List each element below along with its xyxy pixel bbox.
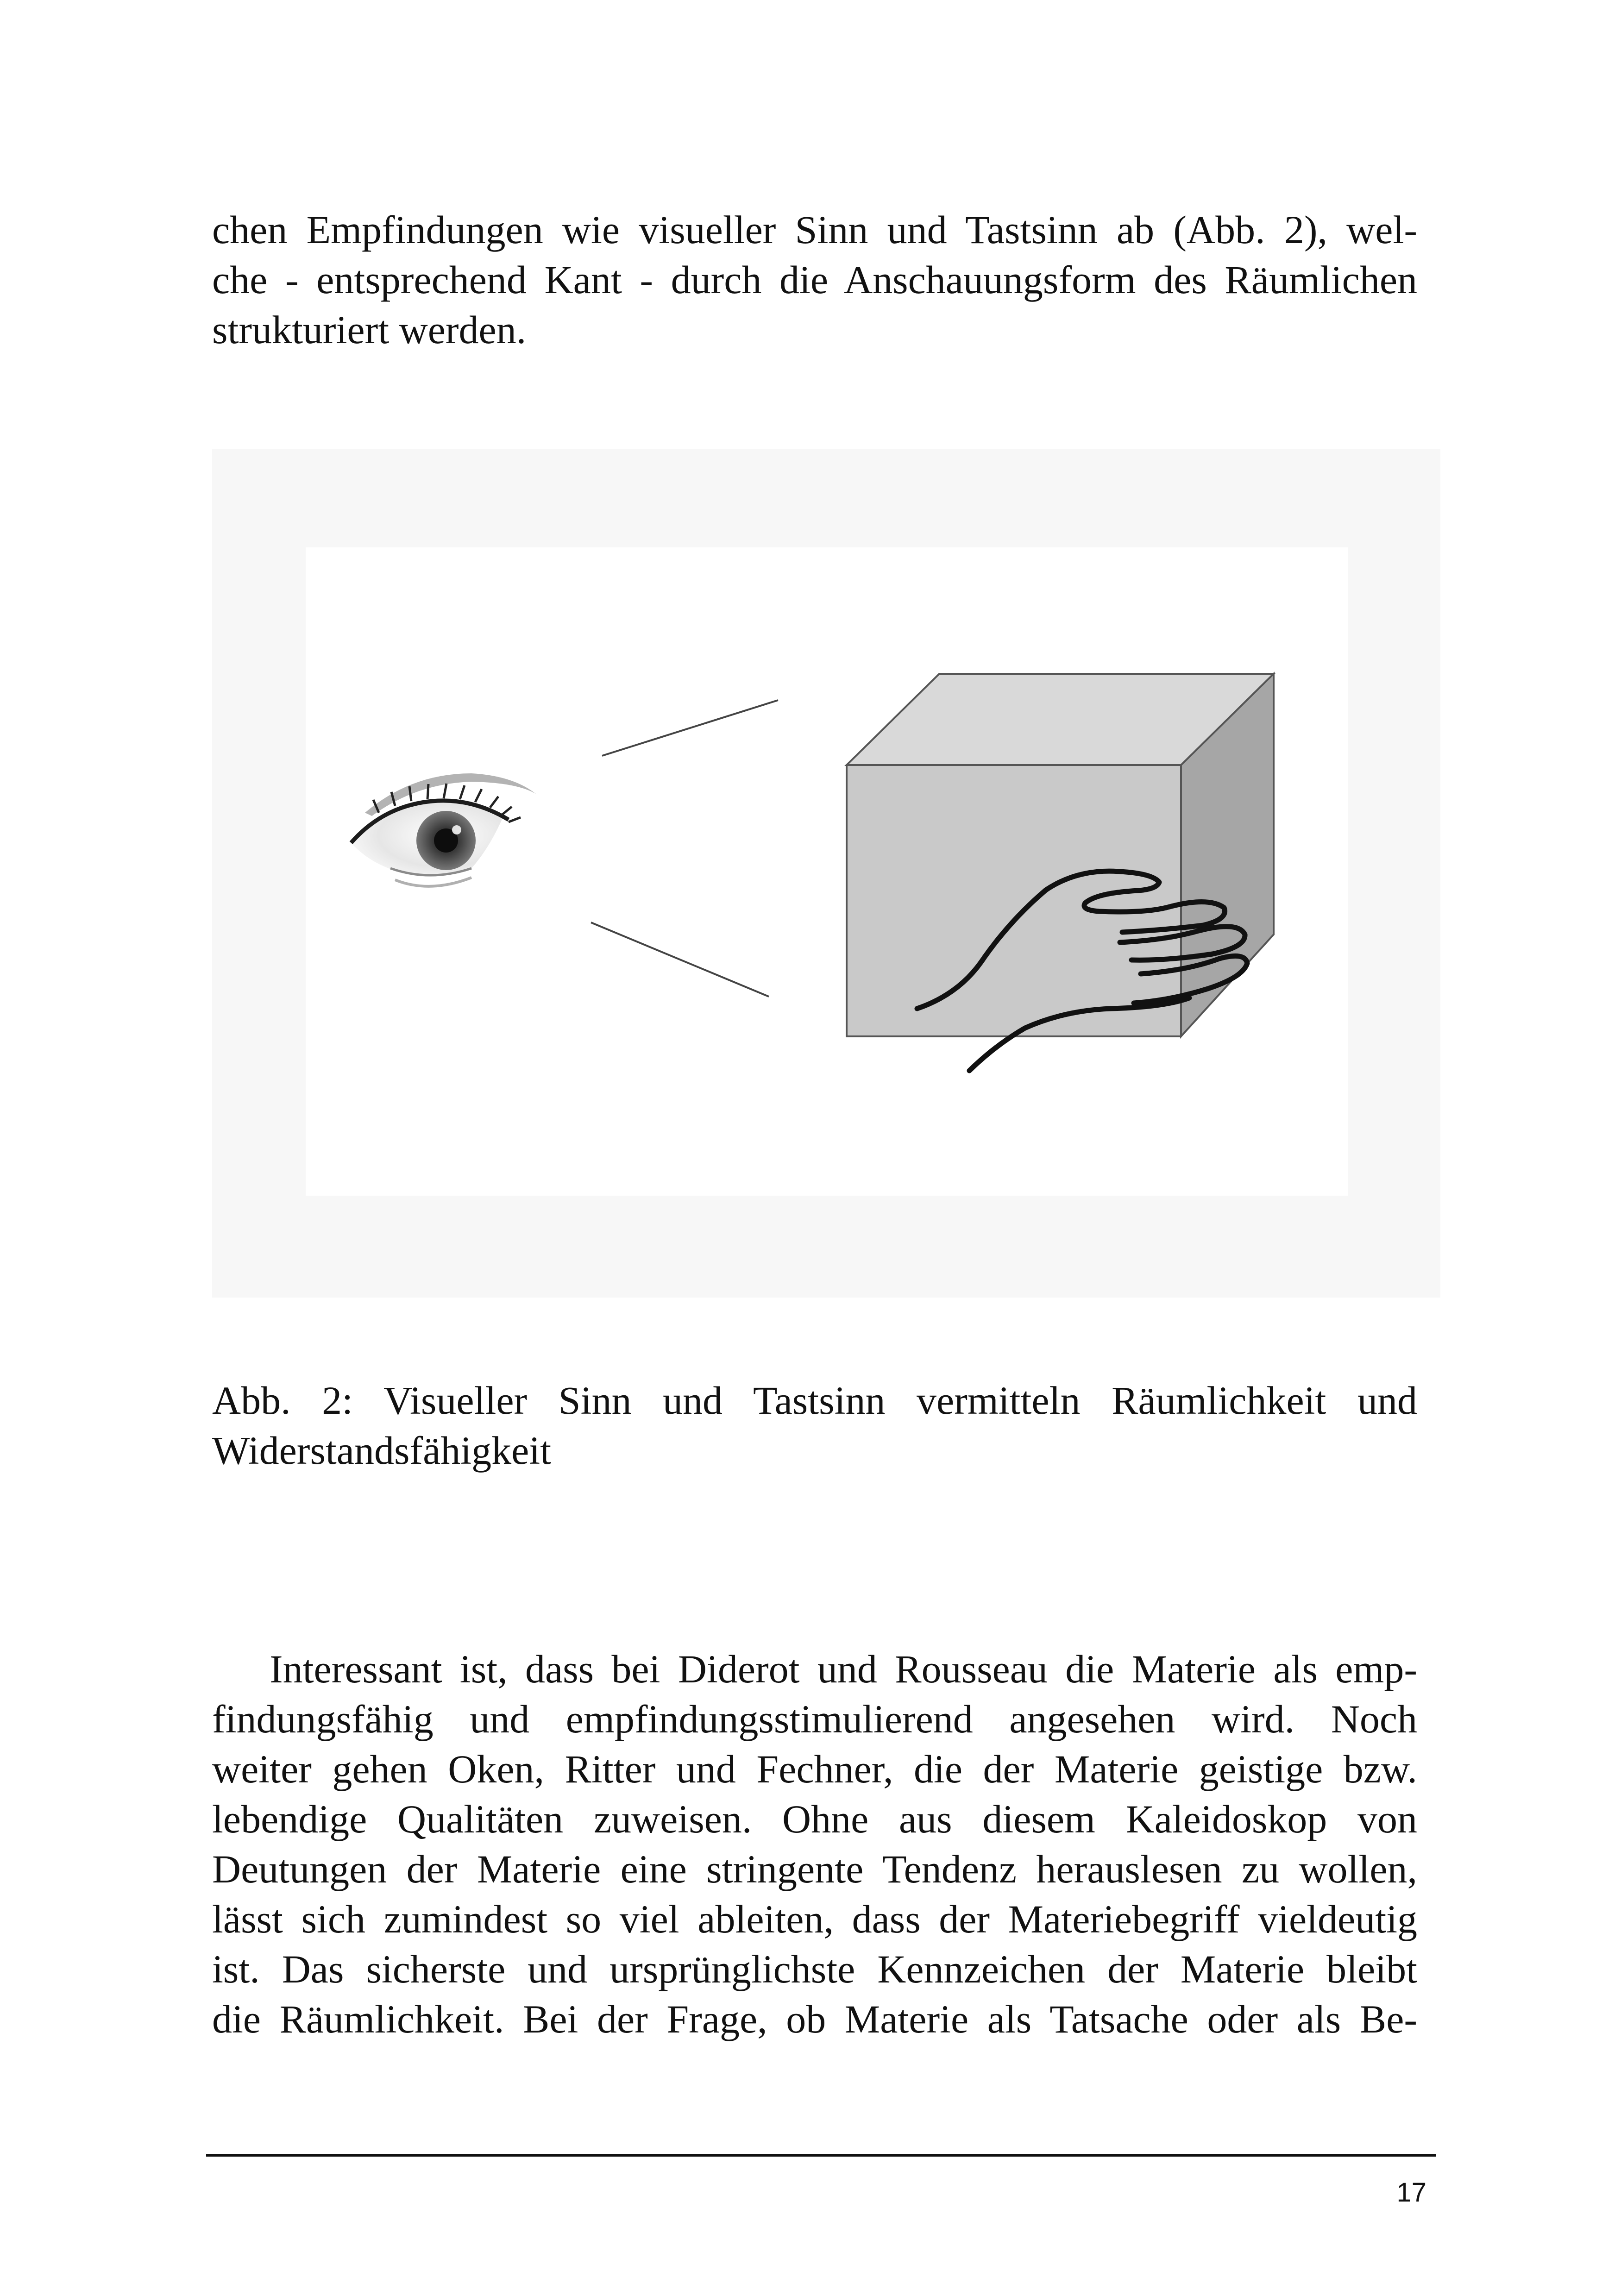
caption-line: Widerstandsfähigkeit bbox=[212, 1428, 552, 1473]
text-line: die Räumlichkeit. Bei der Frage, ob Materie als Tatsache oder als Be- bbox=[212, 1997, 1417, 2041]
text-line: lebendige Qualitäten zuweisen. Ohne aus diesem Kaleidoskop von bbox=[212, 1797, 1417, 1841]
text-line: strukturiert werden. bbox=[212, 307, 527, 352]
cube-shape bbox=[847, 674, 1274, 1036]
text-line: che - entsprechend Kant - durch die Anschauungsform des Räumlichen bbox=[212, 257, 1417, 302]
figure-svg bbox=[212, 449, 1440, 1298]
text-line: ist. Das sicherste und ursprünglichste Kennzeichen der Materie bleibt bbox=[212, 1947, 1417, 1991]
caption-line: Abb. 2: Visueller Sinn und Tastsinn vermitteln Räumlichkeit und bbox=[212, 1378, 1417, 1423]
figure-illustration bbox=[212, 449, 1440, 1298]
footer-rule bbox=[206, 2154, 1436, 2157]
text-line: weiter gehen Oken, Ritter und Fechner, die der Materie geistige bzw. bbox=[212, 1747, 1417, 1791]
body-paragraph bbox=[212, 1644, 1417, 2044]
text-line: Deutungen der Materie eine stringente Tendenz herauslesen zu wollen, bbox=[212, 1847, 1417, 1891]
figure-caption bbox=[212, 1375, 1417, 1475]
text-line: chen Empfindungen wie visueller Sinn und Tastsinn ab (Abb. 2), wel- bbox=[212, 207, 1417, 252]
text-line: findungsfähig und empfindungsstimulierend angesehen wird. Noch bbox=[212, 1697, 1417, 1741]
text-line: Interessant ist, dass bei Diderot und Rousseau die Materie als emp- bbox=[270, 1647, 1417, 1691]
page-number: 17 bbox=[1396, 2177, 1426, 2208]
text-line: lässt sich zumindest so viel ableiten, dass der Materiebegriff vieldeutig bbox=[212, 1897, 1417, 1941]
intro-text bbox=[212, 205, 1417, 355]
